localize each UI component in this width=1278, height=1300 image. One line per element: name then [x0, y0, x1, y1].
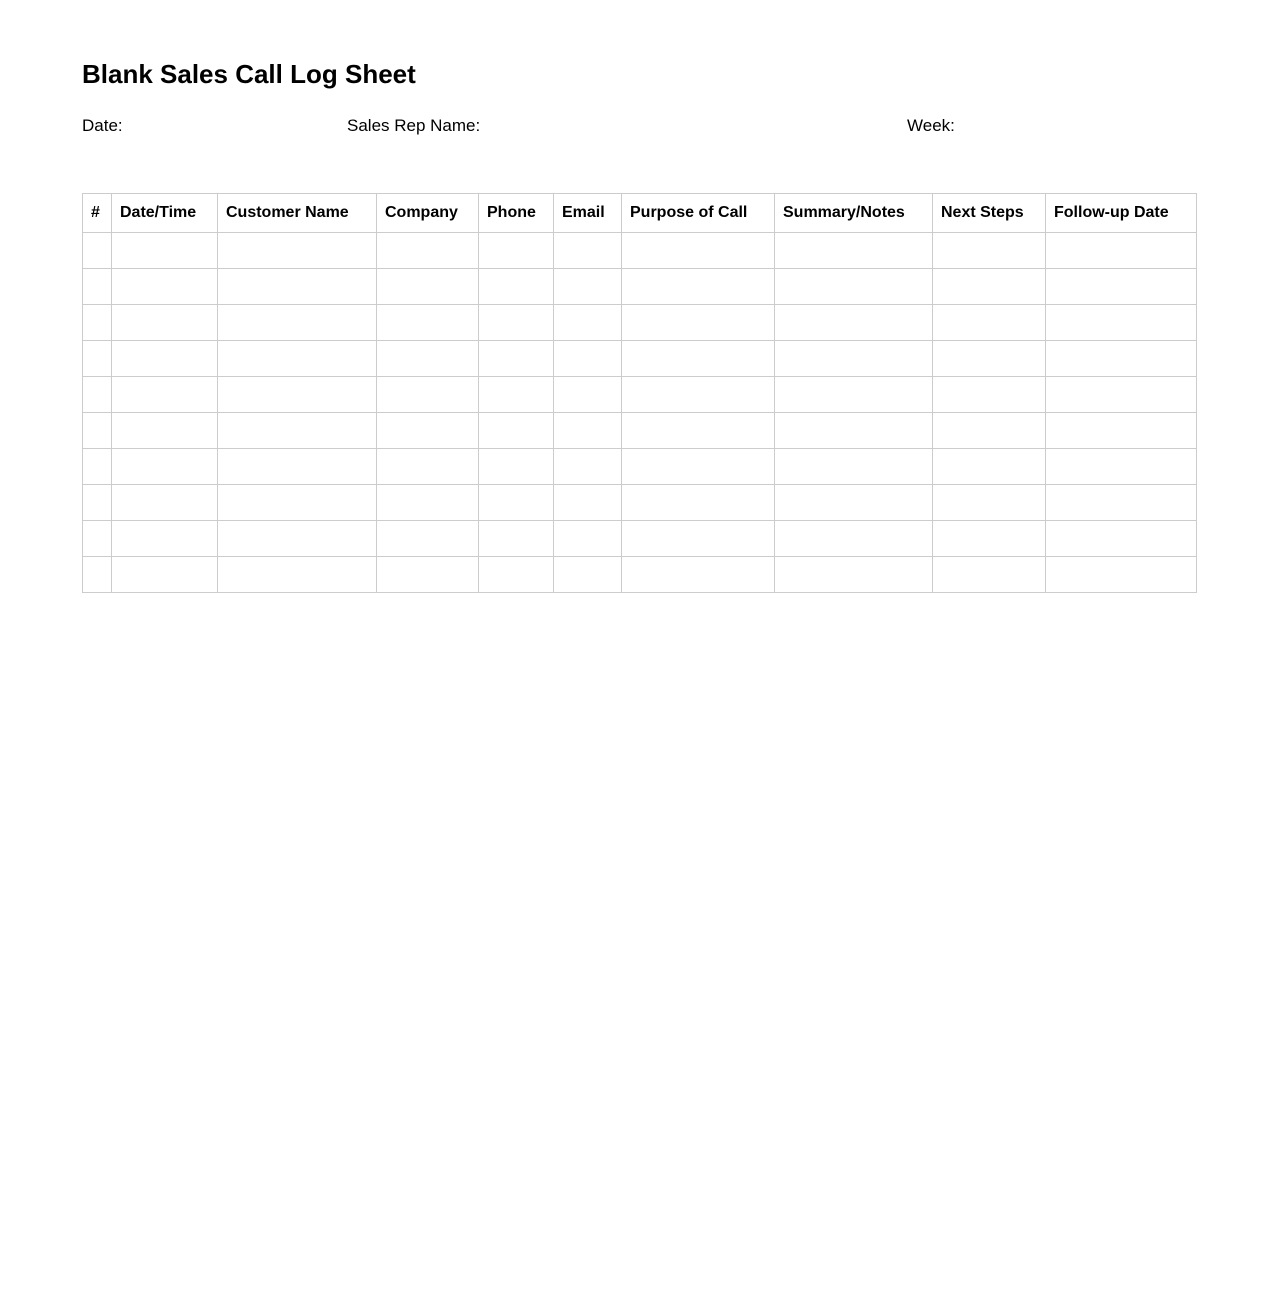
table-cell[interactable] [218, 305, 377, 341]
col-date-time: Date/Time [112, 194, 218, 233]
table-cell[interactable] [622, 557, 775, 593]
table-cell[interactable] [622, 413, 775, 449]
table-cell[interactable] [479, 305, 554, 341]
table-cell[interactable] [775, 485, 933, 521]
table-cell[interactable] [1046, 521, 1197, 557]
table-cell[interactable] [83, 305, 112, 341]
table-cell[interactable] [218, 269, 377, 305]
table-cell[interactable] [377, 233, 479, 269]
table-cell[interactable] [1046, 305, 1197, 341]
table-cell[interactable] [1046, 557, 1197, 593]
table-cell[interactable] [554, 521, 622, 557]
table-cell[interactable] [775, 305, 933, 341]
table-cell[interactable] [622, 341, 775, 377]
table-cell[interactable] [554, 485, 622, 521]
table-cell[interactable] [775, 233, 933, 269]
page-title: Blank Sales Call Log Sheet [82, 59, 416, 89]
table-cell[interactable] [83, 485, 112, 521]
col-number: # [83, 194, 112, 233]
table-cell[interactable] [377, 269, 479, 305]
table-cell[interactable] [1046, 233, 1197, 269]
table-row [83, 413, 1197, 449]
table-cell[interactable] [218, 557, 377, 593]
table-cell[interactable] [218, 485, 377, 521]
table-cell[interactable] [83, 341, 112, 377]
table-cell[interactable] [1046, 413, 1197, 449]
table-cell[interactable] [933, 233, 1046, 269]
date-label: Date: [82, 116, 123, 135]
table-cell[interactable] [933, 413, 1046, 449]
table-cell[interactable] [933, 449, 1046, 485]
table-cell[interactable] [479, 413, 554, 449]
table-cell[interactable] [622, 521, 775, 557]
table-cell[interactable] [1046, 449, 1197, 485]
col-customer-name: Customer Name [218, 194, 377, 233]
table-cell[interactable] [622, 233, 775, 269]
table-cell[interactable] [554, 449, 622, 485]
col-phone: Phone [479, 194, 554, 233]
table-cell[interactable] [112, 377, 218, 413]
col-company: Company [377, 194, 479, 233]
table-row [83, 521, 1197, 557]
table-row [83, 233, 1197, 269]
table-cell[interactable] [218, 341, 377, 377]
table-cell[interactable] [83, 413, 112, 449]
table-cell[interactable] [83, 449, 112, 485]
table-cell[interactable] [112, 485, 218, 521]
table-cell[interactable] [775, 341, 933, 377]
header-row [83, 194, 1197, 233]
table-cell[interactable] [1046, 485, 1197, 521]
table-cell[interactable] [218, 413, 377, 449]
table-cell[interactable] [112, 233, 218, 269]
table-cell[interactable] [377, 413, 479, 449]
table-cell[interactable] [83, 521, 112, 557]
table-cell[interactable] [218, 449, 377, 485]
table-cell[interactable] [83, 233, 112, 269]
table-cell[interactable] [933, 269, 1046, 305]
table-cell[interactable] [775, 449, 933, 485]
table-cell[interactable] [112, 413, 218, 449]
table-cell[interactable] [933, 557, 1046, 593]
table-cell[interactable] [554, 305, 622, 341]
col-next-steps: Next Steps [933, 194, 1046, 233]
table-cell[interactable] [775, 269, 933, 305]
table-cell[interactable] [479, 521, 554, 557]
table-cell[interactable] [479, 557, 554, 593]
table-row [83, 449, 1197, 485]
table-cell[interactable] [775, 377, 933, 413]
table-cell[interactable] [112, 305, 218, 341]
table-cell[interactable] [377, 449, 479, 485]
table-cell[interactable] [622, 377, 775, 413]
table-cell[interactable] [112, 449, 218, 485]
table-row [83, 341, 1197, 377]
table-cell[interactable] [554, 413, 622, 449]
table-cell[interactable] [1046, 341, 1197, 377]
week-label: Week: [907, 116, 955, 135]
table-cell[interactable] [933, 485, 1046, 521]
col-summary: Summary/Notes [775, 194, 933, 233]
table-cell[interactable] [479, 269, 554, 305]
table-cell[interactable] [775, 521, 933, 557]
table-cell[interactable] [933, 305, 1046, 341]
table-cell[interactable] [1046, 377, 1197, 413]
table-cell[interactable] [479, 341, 554, 377]
table-cell[interactable] [377, 557, 479, 593]
table-cell[interactable] [479, 485, 554, 521]
table-cell[interactable] [622, 305, 775, 341]
table-cell[interactable] [218, 233, 377, 269]
table-cell[interactable] [112, 269, 218, 305]
col-follow-up: Follow-up Date [1046, 194, 1197, 233]
table-cell[interactable] [554, 233, 622, 269]
table-cell[interactable] [479, 233, 554, 269]
table-row [83, 485, 1197, 521]
table-cell[interactable] [775, 557, 933, 593]
table-cell[interactable] [1046, 269, 1197, 305]
table-cell[interactable] [554, 341, 622, 377]
table-row [83, 557, 1197, 593]
table-cell[interactable] [933, 341, 1046, 377]
call-log-table [82, 193, 1197, 593]
table-cell[interactable] [554, 269, 622, 305]
table-cell[interactable] [377, 377, 479, 413]
sales-rep-label: Sales Rep Name: [347, 116, 481, 135]
col-purpose: Purpose of Call [622, 194, 775, 233]
table-cell[interactable] [112, 341, 218, 377]
table-cell[interactable] [479, 377, 554, 413]
table-cell[interactable] [83, 557, 112, 593]
table-row [83, 377, 1197, 413]
table-cell[interactable] [377, 341, 479, 377]
table-cell[interactable] [112, 557, 218, 593]
table-cell[interactable] [622, 485, 775, 521]
table-cell[interactable] [83, 377, 112, 413]
table-row [83, 305, 1197, 341]
table-cell[interactable] [775, 413, 933, 449]
table-cell[interactable] [377, 305, 479, 341]
table-cell[interactable] [933, 377, 1046, 413]
table-cell[interactable] [622, 449, 775, 485]
table-cell[interactable] [554, 377, 622, 413]
table-cell[interactable] [622, 269, 775, 305]
table-body [83, 233, 1197, 593]
table-cell[interactable] [112, 521, 218, 557]
table-cell[interactable] [479, 449, 554, 485]
table-cell[interactable] [377, 521, 479, 557]
table-cell[interactable] [218, 377, 377, 413]
table-cell[interactable] [377, 485, 479, 521]
table-cell[interactable] [933, 521, 1046, 557]
table-row [83, 269, 1197, 305]
table-cell[interactable] [554, 557, 622, 593]
table-cell[interactable] [218, 521, 377, 557]
col-email: Email [554, 194, 622, 233]
table-cell[interactable] [83, 269, 112, 305]
